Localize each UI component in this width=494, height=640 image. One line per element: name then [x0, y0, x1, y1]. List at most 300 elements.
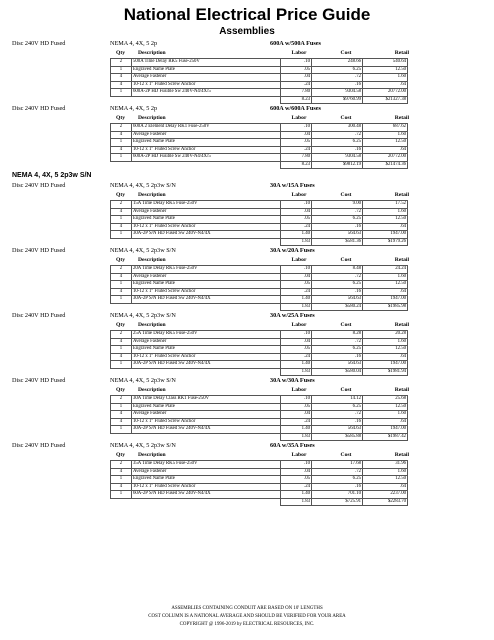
cell-retail: 1947.00	[363, 296, 408, 304]
cell-desc: 10-12 x 1" Fluted Screw Anchor	[132, 223, 281, 231]
total-retail: $1979.26	[363, 238, 408, 246]
table-row	[111, 74, 408, 82]
cell-qty: 4	[111, 418, 132, 426]
assembly-type: Disc 240V HD Fused	[12, 312, 66, 319]
cell-labor: .05	[281, 403, 312, 411]
column-header-cost: Cost	[340, 115, 352, 121]
cell-labor: .04	[281, 131, 312, 139]
cell-cost: 6.25	[312, 476, 363, 484]
column-header-retail: Retail	[394, 257, 409, 263]
assembly-table	[110, 460, 408, 506]
cell-qty: 4	[111, 146, 132, 154]
assembly-header	[0, 311, 494, 321]
assembly-enclosure: NEMA 4, 4X, 5 2p3w S/N	[110, 247, 176, 254]
table-row	[111, 353, 408, 361]
column-headers	[0, 256, 494, 265]
total-spacer	[111, 161, 132, 169]
cell-cost: 564.63	[312, 426, 363, 434]
assembly-rating: 600A w/500A Fuses	[270, 40, 321, 47]
cell-desc: Engraved Name Plate	[132, 216, 281, 224]
column-header-qty: Qty	[116, 452, 126, 458]
cell-cost: .16	[312, 146, 363, 154]
cell-retail: 1.60	[363, 338, 408, 346]
cell-desc: 30A-2P S/N HD Fused Sw 240V-N4/4X	[132, 361, 281, 369]
cell-cost: 300.48	[312, 124, 363, 132]
cell-desc: Engraved Name Plate	[132, 66, 281, 74]
table-row	[111, 418, 408, 426]
table-row	[111, 266, 408, 274]
cell-cost: .16	[312, 81, 363, 89]
cell-desc: Engraved Name Plate	[132, 139, 281, 147]
cell-cost: 564.63	[312, 296, 363, 304]
total-labor: 1.83	[281, 368, 312, 376]
assembly-enclosure: NEMA 4, 4X, 5 2p3w S/N	[110, 182, 176, 189]
column-header-description: Description	[138, 322, 166, 328]
cell-cost: .72	[312, 468, 363, 476]
column-header-retail: Retail	[394, 50, 409, 56]
cell-desc: 15A Time Delay RK5 Fuse-250V	[132, 201, 281, 209]
cell-labor: .10	[281, 461, 312, 469]
cell-retail: .64	[363, 353, 408, 361]
cell-cost: .16	[312, 223, 363, 231]
cell-desc: 30A-2P S/N HD Fused Sw 240V-N4/4X	[132, 296, 281, 304]
cell-cost: .16	[312, 353, 363, 361]
cell-retail: 1.60	[363, 208, 408, 216]
table-row	[111, 124, 408, 132]
cell-qty: 1	[111, 89, 132, 97]
cell-retail: 687.62	[363, 124, 408, 132]
table-row	[111, 146, 408, 154]
column-header-retail: Retail	[394, 322, 409, 328]
cell-labor: .10	[281, 201, 312, 209]
table-row	[111, 296, 408, 304]
cell-labor: .04	[281, 338, 312, 346]
column-header-labor: Labor	[291, 115, 307, 121]
total-row	[111, 368, 408, 376]
cell-qty: 1	[111, 281, 132, 289]
total-cost: $581.36	[312, 238, 363, 246]
cell-qty: 2	[111, 396, 132, 404]
cell-qty: 4	[111, 338, 132, 346]
column-header-labor: Labor	[291, 387, 307, 393]
cell-cost: .72	[312, 338, 363, 346]
cell-desc: 10-12 x 1" Fluted Screw Anchor	[132, 353, 281, 361]
cell-desc: 35A Time Delay RK5 Fuse-250V	[132, 461, 281, 469]
table-row	[111, 154, 408, 162]
cell-labor: .10	[281, 331, 312, 339]
cell-retail: 12.50	[363, 403, 408, 411]
column-header-qty: Qty	[116, 322, 126, 328]
table-row	[111, 426, 408, 434]
assembly-header	[0, 39, 494, 49]
cell-qty: 4	[111, 131, 132, 139]
column-header-labor: Labor	[291, 257, 307, 263]
cell-retail: 1.60	[363, 131, 408, 139]
total-retail: $21474.36	[363, 161, 408, 169]
total-labor: 8.23	[281, 96, 312, 104]
cell-cost: 9304.58	[312, 89, 363, 97]
cell-cost: 6.25	[312, 346, 363, 354]
cell-retail: 1.60	[363, 273, 408, 281]
cell-retail: 1947.00	[363, 231, 408, 239]
cell-qty: 4	[111, 288, 132, 296]
total-row	[111, 96, 408, 104]
cell-qty: 1	[111, 296, 132, 304]
assembly-header	[0, 181, 494, 191]
cell-retail: 20772.00	[363, 89, 408, 97]
cell-cost: .72	[312, 74, 363, 82]
column-headers	[0, 386, 494, 395]
column-header-description: Description	[138, 452, 166, 458]
cell-labor: 1.40	[281, 491, 312, 499]
total-cost: $585.88	[312, 433, 363, 441]
cell-cost: 6.25	[312, 216, 363, 224]
cell-labor: .04	[281, 74, 312, 82]
total-cost: $580.24	[312, 303, 363, 311]
cell-qty: 1	[111, 139, 132, 147]
cell-cost: .16	[312, 288, 363, 296]
column-header-cost: Cost	[340, 322, 352, 328]
cell-retail: .64	[363, 288, 408, 296]
cell-desc: 600A-2P HD Fusible Sw 240V-N4/4X/5	[132, 154, 281, 162]
assembly-table	[110, 395, 408, 441]
cell-cost: 564.63	[312, 231, 363, 239]
group-heading: NEMA 4, 4X, 5 2p3w S/N	[12, 172, 92, 179]
cell-cost: .72	[312, 273, 363, 281]
column-header-labor: Labor	[291, 50, 307, 56]
cell-qty: 2	[111, 461, 132, 469]
assembly-table	[110, 265, 408, 311]
cell-desc: 600A-2P HD Fusible Sw 240V-N4/4X/5	[132, 89, 281, 97]
cell-retail: .64	[363, 483, 408, 491]
cell-retail: 12.50	[363, 66, 408, 74]
cell-retail: .64	[363, 418, 408, 426]
column-header-retail: Retail	[394, 115, 409, 121]
cell-labor: .24	[281, 483, 312, 491]
cell-desc: Average Fastener	[132, 208, 281, 216]
assembly-rating: 600A w/600A Fuses	[270, 105, 321, 112]
column-header-qty: Qty	[116, 257, 126, 263]
cell-labor: .24	[281, 418, 312, 426]
total-spacer	[132, 161, 281, 169]
cell-cost: 14.12	[312, 396, 363, 404]
cell-labor: .05	[281, 139, 312, 147]
assembly-table	[110, 200, 408, 246]
cell-qty: 2	[111, 59, 132, 67]
cell-desc: Engraved Name Plate	[132, 281, 281, 289]
table-row	[111, 208, 408, 216]
cell-labor: 7.80	[281, 89, 312, 97]
table-row	[111, 81, 408, 89]
table-row	[111, 468, 408, 476]
cell-desc: Average Fastener	[132, 74, 281, 82]
assembly-header	[0, 441, 494, 451]
total-row	[111, 303, 408, 311]
column-headers	[0, 451, 494, 460]
total-cost: $9760.99	[312, 96, 363, 104]
column-header-qty: Qty	[116, 115, 126, 121]
column-header-labor: Labor	[291, 452, 307, 458]
cell-desc: Engraved Name Plate	[132, 403, 281, 411]
cell-qty: 4	[111, 74, 132, 82]
table-row	[111, 396, 408, 404]
total-labor: 1.83	[281, 303, 312, 311]
cell-cost: 8.48	[312, 266, 363, 274]
total-row	[111, 161, 408, 169]
column-headers	[0, 321, 494, 330]
column-header-description: Description	[138, 115, 166, 121]
assembly-enclosure: NEMA 4, 4X, 5 2p	[110, 105, 158, 112]
cell-qty: 1	[111, 231, 132, 239]
cell-labor: .24	[281, 81, 312, 89]
total-cost: $725.91	[312, 498, 363, 506]
total-labor: 1.83	[281, 433, 312, 441]
assembly-rating: 30A w/15A Fuses	[270, 182, 315, 189]
cell-retail: .64	[363, 81, 408, 89]
column-header-labor: Labor	[291, 192, 307, 198]
cell-qty: 1	[111, 154, 132, 162]
cell-desc: Average Fastener	[132, 411, 281, 419]
cell-qty: 4	[111, 223, 132, 231]
cell-desc: 10-12 x 1" Fluted Screw Anchor	[132, 483, 281, 491]
cell-qty: 1	[111, 426, 132, 434]
cell-cost: 6.25	[312, 139, 363, 147]
cell-cost: 6.25	[312, 66, 363, 74]
cell-labor: .24	[281, 223, 312, 231]
cell-cost: 6.25	[312, 281, 363, 289]
cell-qty: 4	[111, 468, 132, 476]
cell-cost: 701.10	[312, 491, 363, 499]
cell-retail: 20.28	[363, 331, 408, 339]
cell-desc: Engraved Name Plate	[132, 346, 281, 354]
column-header-cost: Cost	[340, 192, 352, 198]
table-row	[111, 476, 408, 484]
total-spacer	[111, 498, 132, 506]
cell-qty: 1	[111, 216, 132, 224]
total-retail: $2283.70	[363, 498, 408, 506]
assembly-enclosure: NEMA 4, 4X, 5 2p3w S/N	[110, 312, 176, 319]
assembly-rating: 30A w/25A Fuses	[270, 312, 315, 319]
column-header-description: Description	[138, 50, 166, 56]
cell-desc: 500A Time Delay RK5 Fuse-250V	[132, 59, 281, 67]
total-spacer	[132, 433, 281, 441]
total-row	[111, 433, 408, 441]
assembly-type: Disc 240V HD Fused	[12, 377, 66, 384]
cell-desc: 60A-2P S/N HD Fused Sw 240V-N4/4X	[132, 491, 281, 499]
cell-qty: 2	[111, 331, 132, 339]
assembly-type: Disc 240V HD Fused	[12, 40, 66, 47]
cell-retail: 25.68	[363, 396, 408, 404]
assembly-type: Disc 240V HD Fused	[12, 105, 66, 112]
total-cost: $580.04	[312, 368, 363, 376]
cell-cost: .72	[312, 131, 363, 139]
cell-retail: 1947.00	[363, 426, 408, 434]
total-cost: $9812.19	[312, 161, 363, 169]
assembly-table	[110, 330, 408, 376]
cell-labor: .10	[281, 396, 312, 404]
cell-cost: 17.68	[312, 461, 363, 469]
table-row	[111, 346, 408, 354]
column-header-retail: Retail	[394, 192, 409, 198]
cell-cost: 248.66	[312, 59, 363, 67]
cell-desc: 25A Time Delay RK5 Fuse-250V	[132, 331, 281, 339]
cell-qty: 4	[111, 483, 132, 491]
cell-labor: .10	[281, 124, 312, 132]
cell-desc: Average Fastener	[132, 131, 281, 139]
cell-qty: 1	[111, 361, 132, 369]
cell-desc: 10-12 x 1" Fluted Screw Anchor	[132, 288, 281, 296]
column-headers	[0, 191, 494, 200]
total-spacer	[132, 238, 281, 246]
cell-qty: 2	[111, 201, 132, 209]
total-spacer	[132, 303, 281, 311]
cell-labor: .05	[281, 346, 312, 354]
table-row	[111, 139, 408, 147]
cell-labor: .05	[281, 66, 312, 74]
cell-retail: 12.50	[363, 346, 408, 354]
assembly-rating: 30A w/20A Fuses	[270, 247, 315, 254]
cell-cost: 8.28	[312, 331, 363, 339]
assembly-type: Disc 240V HD Fused	[12, 442, 66, 449]
cell-labor: .24	[281, 353, 312, 361]
cell-cost: 9304.58	[312, 154, 363, 162]
table-row	[111, 273, 408, 281]
assembly-enclosure: NEMA 4, 4X, 5 2p	[110, 40, 158, 47]
column-header-labor: Labor	[291, 322, 307, 328]
cell-labor: 1.40	[281, 426, 312, 434]
table-row	[111, 331, 408, 339]
cell-labor: .04	[281, 208, 312, 216]
table-row	[111, 223, 408, 231]
column-headers	[0, 114, 494, 123]
total-retail: $1981.94	[363, 368, 408, 376]
cell-cost: .72	[312, 208, 363, 216]
cell-labor: .04	[281, 411, 312, 419]
table-row	[111, 288, 408, 296]
cell-desc: 10-12 x 1" Fluted Screw Anchor	[132, 418, 281, 426]
cell-qty: 1	[111, 66, 132, 74]
cell-retail: 12.50	[363, 476, 408, 484]
column-header-qty: Qty	[116, 387, 126, 393]
column-header-qty: Qty	[116, 50, 126, 56]
cell-labor: .05	[281, 476, 312, 484]
cell-desc: Average Fastener	[132, 468, 281, 476]
cell-retail: 1.60	[363, 411, 408, 419]
cell-retail: 12.50	[363, 216, 408, 224]
assembly-rating: 60A w/35A Fuses	[270, 442, 315, 449]
table-row	[111, 338, 408, 346]
total-spacer	[111, 303, 132, 311]
column-header-cost: Cost	[340, 452, 352, 458]
table-row	[111, 59, 408, 67]
cell-cost: 564.63	[312, 361, 363, 369]
table-row	[111, 131, 408, 139]
column-header-retail: Retail	[394, 452, 409, 458]
cell-qty: 4	[111, 273, 132, 281]
cell-desc: 20A Time Delay RK5 Fuse-250V	[132, 266, 281, 274]
cell-desc: 600A 2 Element Delay RK1 Fuse-250V	[132, 124, 281, 132]
cell-retail: 12.50	[363, 281, 408, 289]
cell-labor: .10	[281, 266, 312, 274]
cell-retail: .64	[363, 223, 408, 231]
assembly-table	[110, 123, 408, 169]
cell-cost: .16	[312, 483, 363, 491]
cell-labor: .05	[281, 216, 312, 224]
cell-labor: .04	[281, 468, 312, 476]
cell-qty: 4	[111, 208, 132, 216]
total-row	[111, 498, 408, 506]
table-row	[111, 361, 408, 369]
cell-qty: 1	[111, 476, 132, 484]
total-spacer	[111, 96, 132, 104]
table-row	[111, 461, 408, 469]
table-row	[111, 216, 408, 224]
column-header-qty: Qty	[116, 192, 126, 198]
assembly-type: Disc 240V HD Fused	[12, 182, 66, 189]
table-row	[111, 403, 408, 411]
cell-desc: Engraved Name Plate	[132, 476, 281, 484]
cell-retail: 1.60	[363, 468, 408, 476]
cell-labor: 1.40	[281, 296, 312, 304]
assembly-enclosure: NEMA 4, 4X, 5 2p3w S/N	[110, 377, 176, 384]
column-headers	[0, 49, 494, 58]
assembly-enclosure: NEMA 4, 4X, 5 2p3w S/N	[110, 442, 176, 449]
cell-retail: 1947.00	[363, 361, 408, 369]
table-row	[111, 201, 408, 209]
cell-labor: 7.80	[281, 154, 312, 162]
cell-qty: 2	[111, 124, 132, 132]
column-header-cost: Cost	[340, 387, 352, 393]
table-row	[111, 281, 408, 289]
column-header-description: Description	[138, 257, 166, 263]
total-retail: $1987.42	[363, 433, 408, 441]
cell-retail: 540.64	[363, 59, 408, 67]
total-labor: 1.83	[281, 238, 312, 246]
cell-cost: 9.00	[312, 201, 363, 209]
cell-labor: 1.40	[281, 361, 312, 369]
footer-copyright: COPYRIGHT @ 1996-2019 by ELECTRICAL RESOURCES, INC.	[179, 622, 315, 627]
column-header-cost: Cost	[340, 50, 352, 56]
cell-retail: 20772.00	[363, 154, 408, 162]
page-subtitle: Assemblies	[219, 26, 275, 37]
column-header-description: Description	[138, 192, 166, 198]
assembly-header	[0, 246, 494, 256]
assembly-rating: 30A w/30A Fuses	[270, 377, 315, 384]
cell-desc: 30A-2P S/N HD Fused Sw 240V-N4/4X	[132, 231, 281, 239]
cell-qty: 4	[111, 353, 132, 361]
cell-qty: 4	[111, 411, 132, 419]
total-spacer	[132, 368, 281, 376]
footer-line-2: COST COLUMN IS A NATIONAL AVERAGE AND SHOULD BE VERIFIED FOR YOUR AREA	[148, 614, 346, 619]
assemblies-content	[0, 39, 494, 506]
table-row	[111, 66, 408, 74]
total-spacer	[111, 238, 132, 246]
cell-desc: 10-12 x 1" Fluted Screw Anchor	[132, 146, 281, 154]
table-row	[111, 411, 408, 419]
cell-desc: 30A-2P S/N HD Fused Sw 240V-N4/4X	[132, 426, 281, 434]
cell-labor: 1.40	[281, 231, 312, 239]
cell-retail: .64	[363, 146, 408, 154]
cell-labor: .04	[281, 273, 312, 281]
table-row	[111, 483, 408, 491]
column-header-retail: Retail	[394, 387, 409, 393]
total-spacer	[111, 368, 132, 376]
footer-line-1: ASSEMBLIES CONTAINING CONDUIT ARE BASED ON 10' LENGTHS	[171, 606, 323, 611]
total-spacer	[132, 96, 281, 104]
total-spacer	[132, 498, 281, 506]
cell-labor: .10	[281, 59, 312, 67]
cell-labor: .24	[281, 146, 312, 154]
